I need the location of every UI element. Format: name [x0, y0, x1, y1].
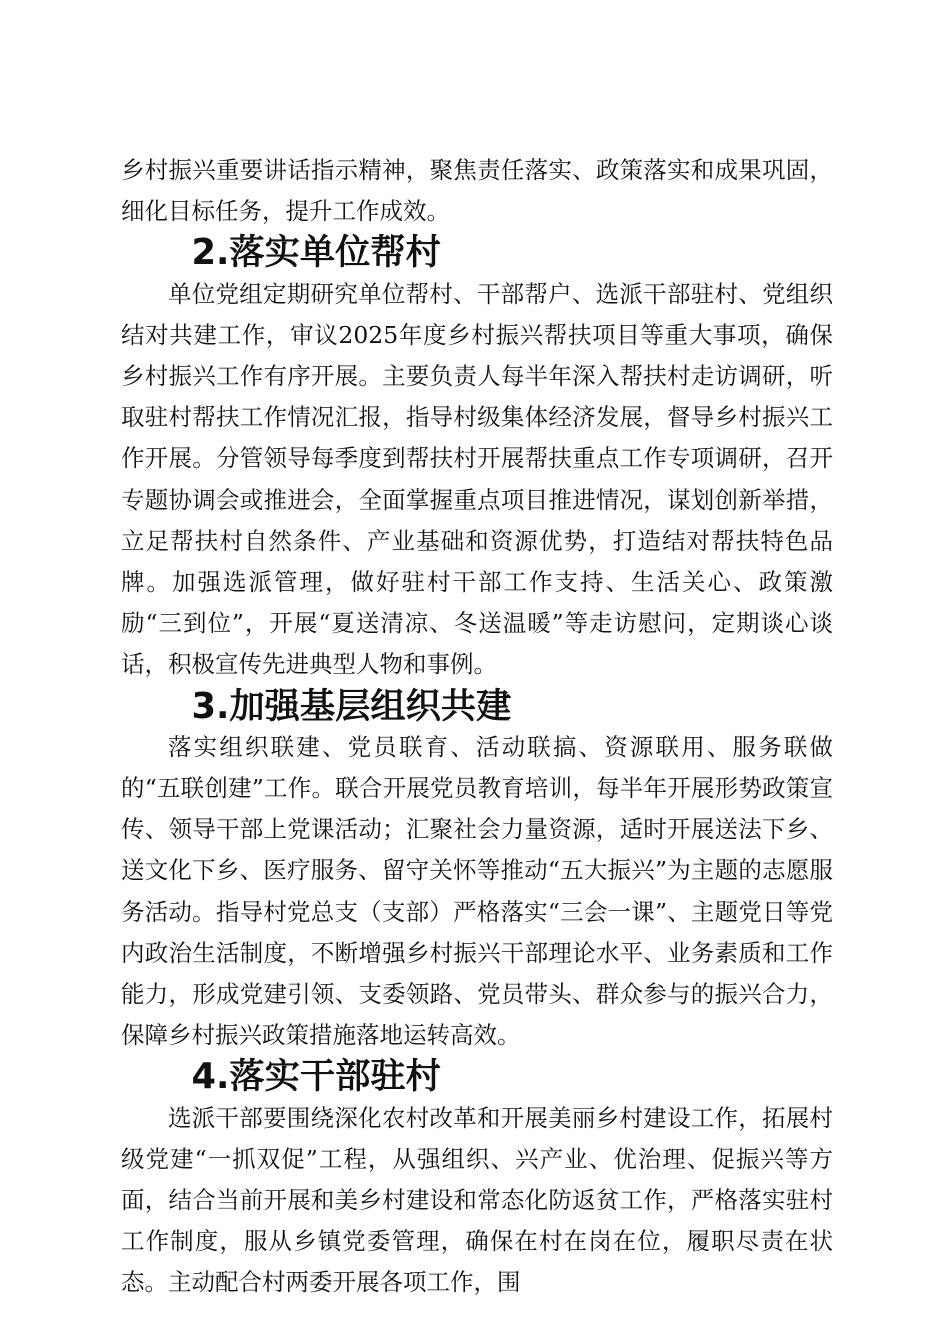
- section-heading: 3.加强基层组织共建: [191, 685, 512, 727]
- section-heading: 2.落实单位帮村: [191, 232, 441, 274]
- opening-paragraph: 乡村振兴重要讲话指示精神，聚焦责任落实、政策落实和成果巩固，细化目标任务，提升工作成效。: [121, 156, 833, 226]
- section-heading: 4.落实干部驻村: [191, 1056, 441, 1098]
- section-paragraph: 落实组织联建、党员联育、活动联搞、资源联用、服务联做的“五联创建”工作。联合开展党员教育培训，每半年开展形势政策宣传、领导干部上党课活动；汇聚社会力量资源，适时开展送法下乡、送文化下乡、医疗服务、留守关怀等推动“五大振兴”为主题的志愿服务活动。指导村党总支（支部）严格落实“三会一课”、主题党日等党内政治生活制度，不断增强乡村振兴干部理论水平、业务素质和工作能力，形成党建引领、支委领路、党员带头、群众参与的振兴合力，保障乡村振兴政策措施落地运转高效。: [121, 732, 833, 1050]
- document-page: [121, 150, 833, 1304]
- section-paragraph: 选派干部要围绕深化农村改革和开展美丽乡村建设工作，拓展村级党建“一抓双促”工程，从强组织、兴产业、优治理、促振兴等方面，结合当前开展和美乡村建设和常态化防返贫工作，严格落实驻村工作制度，服从乡镇党委管理，确保在村在岗在位，履职尽责在状态。主动配合村两委开展各项工作，围: [121, 1103, 833, 1297]
- section-paragraph: 单位党组定期研究单位帮村、干部帮户、选派干部驻村、党组织结对共建工作，审议2025年度乡村振兴帮扶项目等重大事项，确保乡村振兴工作有序开展。主要负责人每半年深入帮扶村走访调研，听取驻村帮扶工作情况汇报，指导村级集体经济发展，督导乡村振兴工作开展。分管领导每季度到帮扶村开展帮扶重点工作专项调研，召开专题协调会或推进会，全面掌握重点项目推进情况，谋划创新举措，立足帮扶村自然条件、产业基础和资源优势，打造结对帮扶特色品牌。加强选派管理，做好驻村干部工作支持、生活关心、政策激励“三到位”，开展“夏送清凉、冬送温暖”等走访慰问，定期谈心谈话，积极宣传先进典型人物和事例。: [121, 279, 833, 679]
